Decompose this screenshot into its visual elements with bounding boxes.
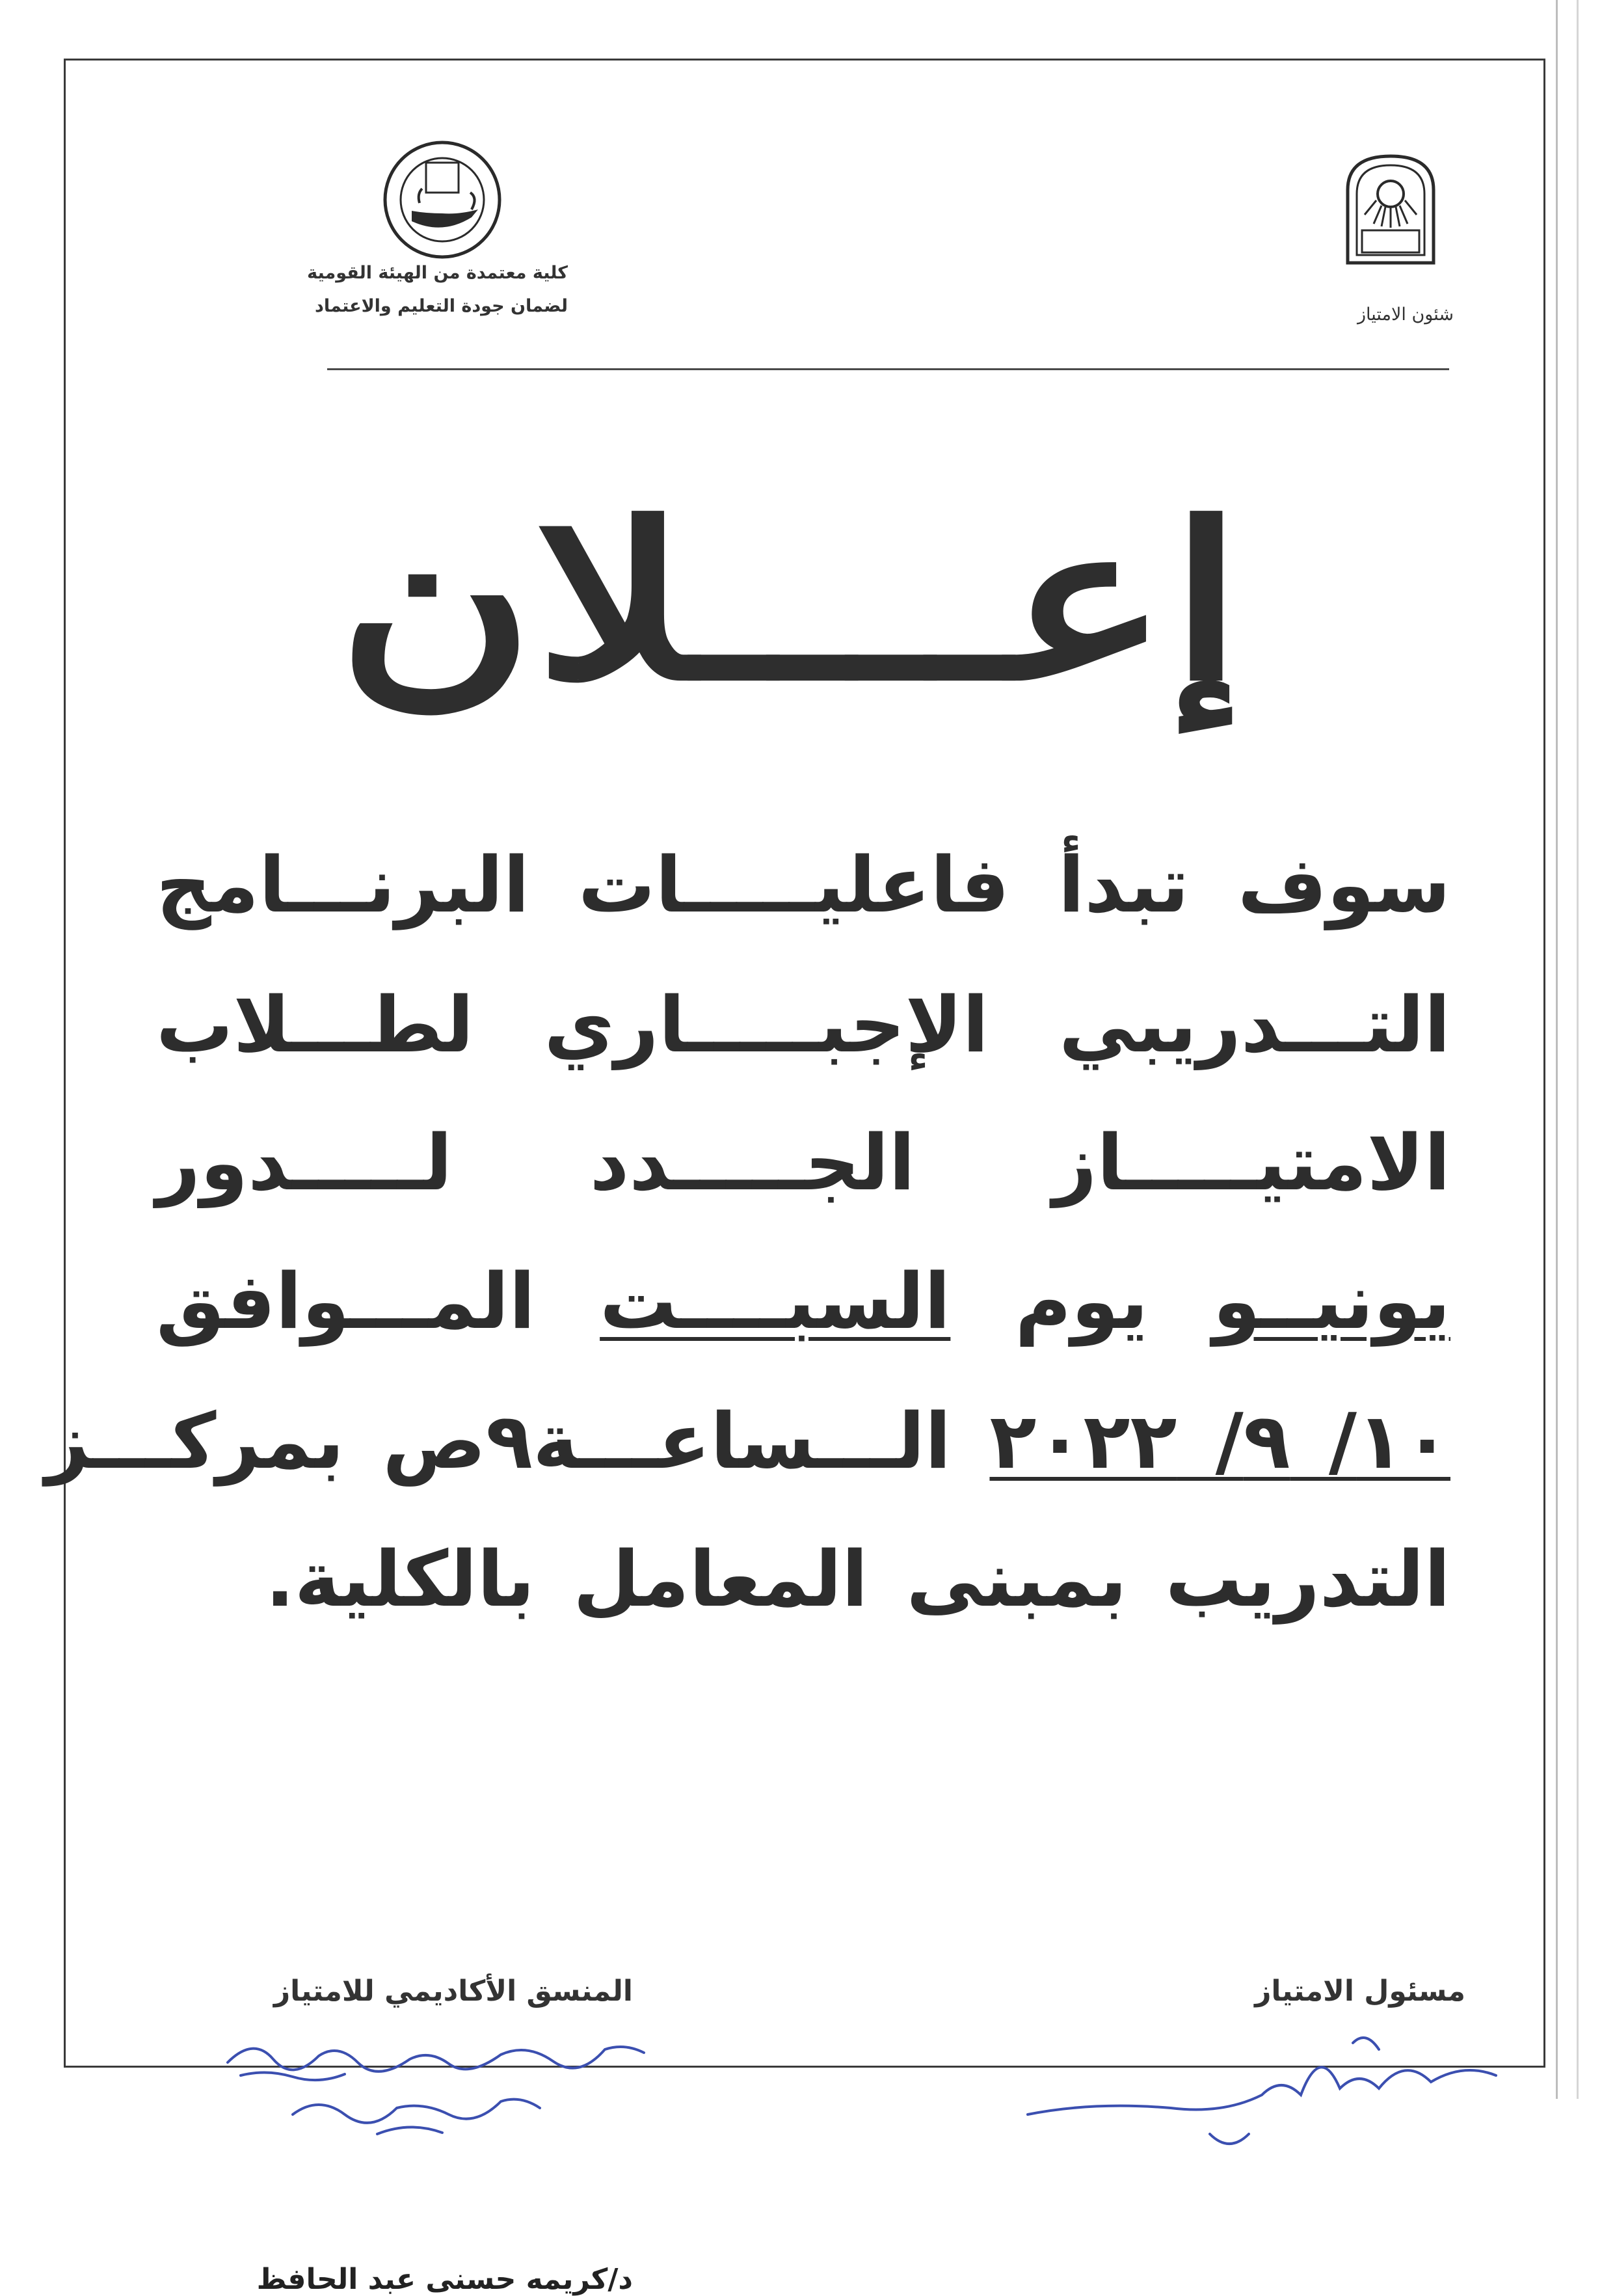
coordinator-name: د/كريمه حسنى عبد الحافظ [256, 2263, 633, 2296]
month-text: يونيــو [1212, 1256, 1450, 1346]
scan-edge-line [1556, 0, 1558, 2099]
body-line-1: سوف تبدأ فاعليـــــات البرنـــامج [156, 840, 1450, 930]
university-logo-icon [1342, 151, 1439, 265]
body-line-6: التدريب بمبنى المعامل بالكلية. [265, 1534, 1450, 1624]
scan-edge-line [1577, 0, 1579, 2099]
accreditation-line-1: كلية معتمدة من الهيئة القومية [307, 263, 568, 283]
body-line-4 [156, 1252, 1450, 1350]
officer-signature [1015, 2004, 1509, 2173]
time-location-text: الـــساعـــة٩ص بمركـــز [45, 1396, 952, 1486]
day-label: يوم [1015, 1256, 1149, 1346]
officer-title: مسئول الامتياز [1255, 1975, 1465, 2008]
date-text: ١٠/ ٩/ ٢٠٢٢ [989, 1396, 1450, 1486]
corresponding-label: المـــوافق [156, 1256, 535, 1346]
day-name: السبــــت [600, 1256, 951, 1346]
department-label: شئون الامتياز [1357, 304, 1454, 325]
coordinator-signature [215, 2023, 657, 2154]
announcement-title: إعــــلان [337, 476, 1244, 728]
body-line-2: التـــدريبي الإجبـــــاري لطـــلاب [156, 980, 1450, 1070]
body-line-3: الامتيـــــاز الجـــــدد لـــــدور [156, 1118, 1450, 1208]
coordinator-title: المنسق الأكاديمي للامتياز [273, 1975, 633, 2008]
nursing-faculty-seal-icon [380, 138, 504, 262]
body-line-5 [45, 1392, 1450, 1490]
header-divider [327, 368, 1449, 370]
accreditation-line-2: لضمان جودة التعليم والاعتماد [315, 296, 568, 316]
